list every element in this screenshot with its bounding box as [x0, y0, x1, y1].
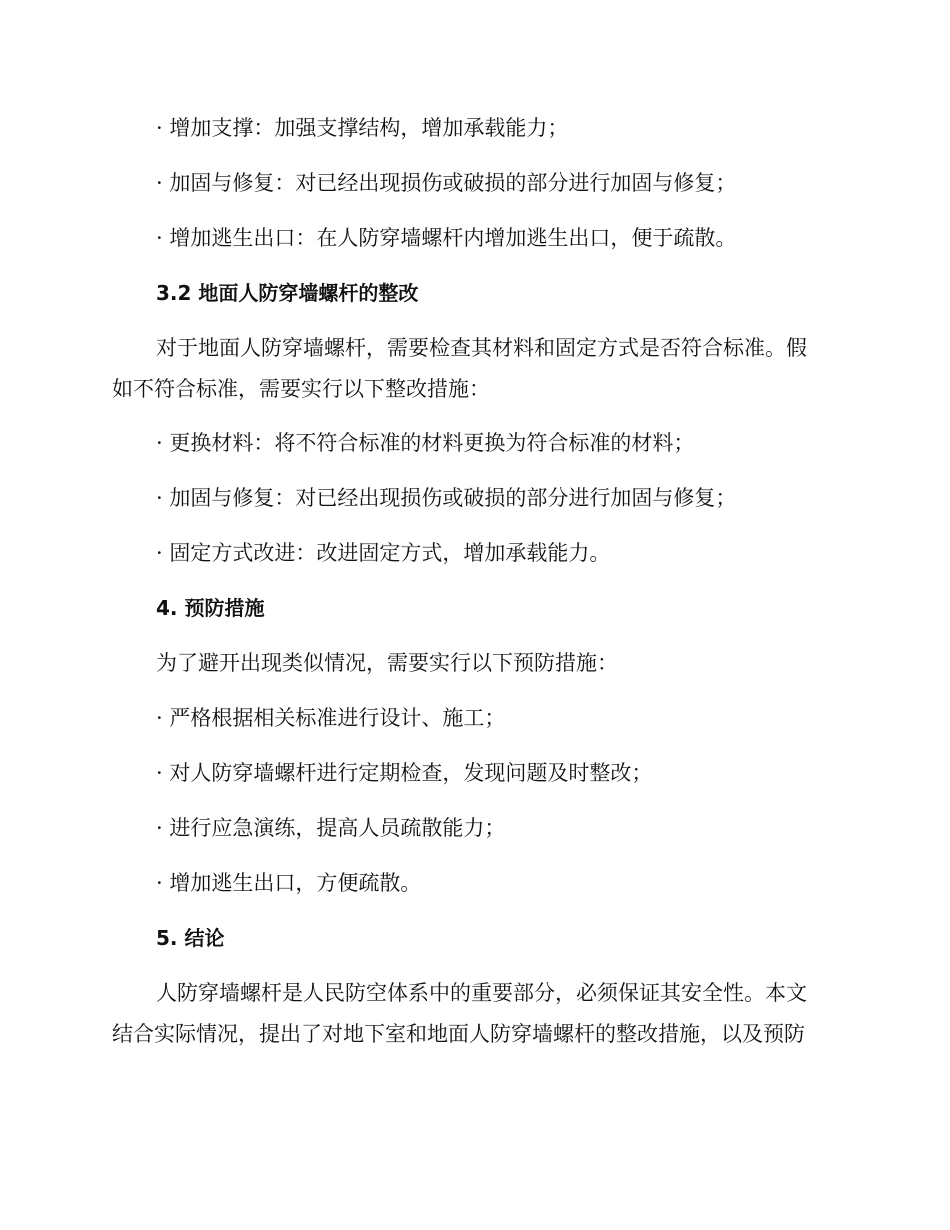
paragraph-line: 结合实际情况，提出了对地下室和地面人防穿墙螺杆的整改措施，以及预防: [112, 1022, 805, 1046]
bullet-item: · 增加支撑：加强支撑结构，增加承载能力；: [156, 116, 569, 140]
paragraph-line: 对于地面人防穿墙螺杆，需要检查其材料和固定方式是否符合标准。假: [156, 336, 807, 360]
section-heading: 3.2 地面人防穿墙螺杆的整改: [156, 281, 419, 305]
paragraph-line: 为了避开出现类似情况，需要实行以下预防措施：: [156, 651, 618, 675]
bullet-item: · 严格根据相关标准进行设计、施工；: [156, 706, 506, 730]
paragraph-line: 如不符合标准，需要实行以下整改措施：: [112, 377, 490, 401]
bullet-item: · 进行应急演练，提高人员疏散能力；: [156, 816, 506, 840]
bullet-item: · 对人防穿墙螺杆进行定期检查，发现问题及时整改；: [156, 761, 653, 785]
bullet-item: · 增加逃生出口：在人防穿墙螺杆内增加逃生出口，便于疏散。: [156, 226, 737, 250]
bullet-item: · 加固与修复：对已经出现损伤或破损的部分进行加固与修复；: [156, 171, 737, 195]
bullet-item: · 加固与修复：对已经出现损伤或破损的部分进行加固与修复；: [156, 486, 737, 510]
bullet-item: · 固定方式改进：改进固定方式，增加承载能力。: [156, 541, 611, 565]
paragraph-line: 人防穿墙螺杆是人民防空体系中的重要部分，必须保证其安全性。本文: [156, 981, 807, 1005]
section-heading: 5. 结论: [156, 926, 225, 950]
bullet-item: · 增加逃生出口，方便疏散。: [156, 871, 422, 895]
bullet-item: · 更换材料：将不符合标准的材料更换为符合标准的材料；: [156, 431, 695, 455]
section-heading: 4. 预防措施: [156, 596, 265, 620]
